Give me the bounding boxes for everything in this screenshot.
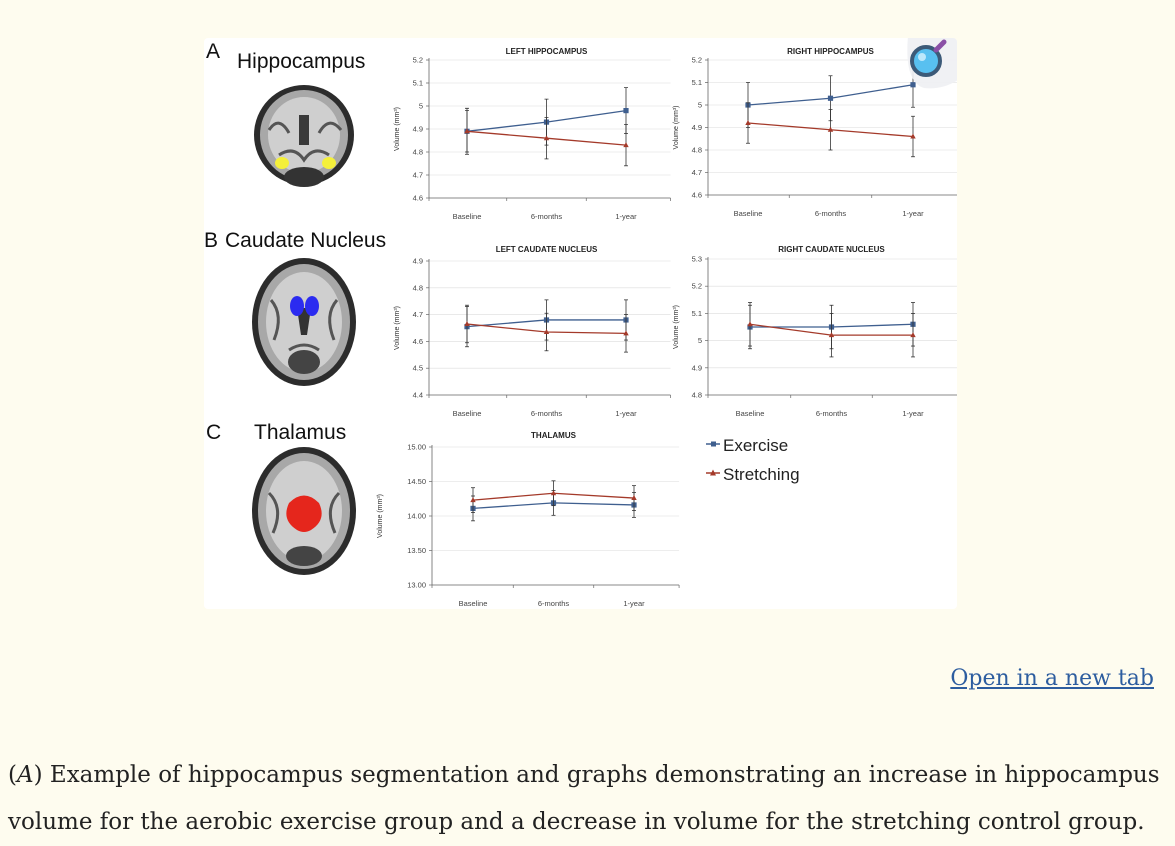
x-tick-label: Baseline bbox=[458, 599, 488, 608]
y-tick-label: 4.4 bbox=[412, 390, 423, 400]
chart-title: RIGHT HIPPOCAMPUS bbox=[787, 47, 874, 56]
x-tick-label: Baseline bbox=[452, 212, 482, 221]
figure-image[interactable] bbox=[204, 38, 957, 609]
x-tick-label: 6-months bbox=[815, 409, 848, 418]
x-tick-label: Baseline bbox=[733, 209, 763, 218]
chart-left-hippocampus bbox=[394, 47, 671, 221]
chart-title: LEFT CAUDATE NUCLEUS bbox=[495, 245, 598, 254]
open-in-new-tab-link[interactable]: Open in a new tab bbox=[950, 666, 1154, 691]
y-tick-label: 4.8 bbox=[691, 145, 702, 155]
y-tick-label: 5.2 bbox=[412, 55, 423, 65]
chart-left-caudate bbox=[394, 245, 671, 418]
magnifier-icon[interactable] bbox=[902, 38, 957, 92]
y-tick-label: 15.00 bbox=[407, 442, 426, 452]
y-tick-label: 4.7 bbox=[691, 168, 702, 177]
y-tick-label: 4.7 bbox=[412, 310, 423, 320]
figure-svg bbox=[204, 38, 957, 609]
x-tick-label: 1-year bbox=[615, 409, 637, 418]
data-point-exercise bbox=[828, 96, 833, 101]
y-tick-label: 4.5 bbox=[412, 363, 423, 373]
y-tick-label: 5.1 bbox=[691, 308, 702, 318]
y-tick-label: 4.8 bbox=[412, 147, 423, 157]
y-tick-label: 5 bbox=[697, 336, 702, 346]
y-tick-label: 4.6 bbox=[412, 193, 423, 203]
chart-title: THALAMUS bbox=[531, 431, 576, 440]
y-tick-label: 13.50 bbox=[407, 546, 426, 555]
y-tick-label: 4.9 bbox=[691, 123, 702, 132]
brain-scan-thalamus bbox=[252, 447, 356, 575]
y-tick-label: 5 bbox=[418, 101, 423, 111]
y-tick-label: 14.00 bbox=[407, 511, 426, 521]
y-tick-label: 5.3 bbox=[691, 254, 702, 264]
x-tick-label: 6-months bbox=[530, 212, 563, 221]
x-tick-label: Baseline bbox=[735, 409, 765, 418]
chart-right-caudate bbox=[673, 245, 957, 418]
legend-label-exercise: Exercise bbox=[723, 436, 789, 455]
panel-letter-b: B bbox=[204, 229, 219, 252]
y-tick-label: 4.6 bbox=[691, 190, 702, 200]
region-name-hippocampus: Hippocampus bbox=[237, 50, 366, 73]
figure-caption: (A) Example of hippocampus segmentation and graphs demonstrating an increase in hippocampus volume for the aerobic exercise group and a decrease in volume for the stretching control group. bbox=[8, 762, 1160, 835]
x-tick-label: 1-year bbox=[615, 212, 637, 221]
brain-scan-caudate bbox=[252, 258, 356, 386]
chart-thalamus bbox=[377, 431, 679, 608]
x-tick-label: 6-months bbox=[530, 409, 563, 418]
data-point-exercise bbox=[623, 108, 628, 113]
y-axis-label: Volume (mm³) bbox=[394, 107, 401, 151]
data-point-stretching bbox=[464, 321, 469, 326]
y-tick-label: 5.1 bbox=[691, 78, 702, 87]
data-point-stretching bbox=[747, 321, 752, 326]
caption-label: A bbox=[16, 762, 34, 788]
panel-letter-c: C bbox=[206, 421, 222, 444]
y-tick-label: 5.2 bbox=[691, 55, 702, 65]
y-tick-label: 4.7 bbox=[412, 170, 423, 180]
x-tick-label: 1-year bbox=[623, 599, 645, 608]
x-tick-label: 1-year bbox=[902, 409, 924, 418]
x-tick-label: 6-months bbox=[537, 599, 570, 608]
x-tick-label: Baseline bbox=[452, 409, 482, 418]
y-tick-label: 4.9 bbox=[412, 124, 423, 134]
y-tick-label: 13.00 bbox=[407, 580, 426, 590]
y-tick-label: 14.50 bbox=[407, 477, 426, 486]
y-tick-label: 4.9 bbox=[691, 363, 702, 373]
y-tick-label: 4.8 bbox=[691, 390, 702, 400]
legend-label-stretching: Stretching bbox=[723, 465, 800, 484]
chart-title: LEFT HIPPOCAMPUS bbox=[505, 47, 588, 56]
legend-item-stretching bbox=[706, 465, 800, 484]
y-tick-label: 4.8 bbox=[412, 283, 423, 293]
brain-scan-hippocampus bbox=[254, 85, 354, 187]
y-axis-label: Volume (mm³) bbox=[673, 105, 680, 150]
legend bbox=[706, 436, 800, 484]
y-tick-label: 5.2 bbox=[691, 281, 702, 291]
chart-title: RIGHT CAUDATE NUCLEUS bbox=[778, 245, 885, 254]
data-point-stretching bbox=[745, 120, 750, 125]
y-tick-label: 4.6 bbox=[412, 336, 423, 346]
region-name-caudate: Caudate Nucleus bbox=[225, 229, 387, 252]
region-name-thalamus: Thalamus bbox=[254, 421, 347, 444]
y-axis-label: Volume (mm³) bbox=[377, 494, 384, 538]
y-tick-label: 5.1 bbox=[412, 78, 423, 88]
y-axis-label: Volume (mm³) bbox=[673, 305, 680, 349]
legend-item-exercise bbox=[706, 436, 788, 455]
x-tick-label: 1-year bbox=[902, 209, 924, 218]
y-tick-label: 5 bbox=[697, 100, 702, 110]
y-tick-label: 4.9 bbox=[412, 256, 423, 266]
panel-letter-a: A bbox=[206, 40, 221, 63]
x-tick-label: 6-months bbox=[814, 209, 847, 218]
y-axis-label: Volume (mm³) bbox=[394, 306, 401, 350]
caption-text: Example of hippocampus segmentation and graphs demonstrating an increase in hippocampus volume for the aerobic exercise group and a decrease in volume for the stretching control group. bbox=[8, 762, 1160, 835]
